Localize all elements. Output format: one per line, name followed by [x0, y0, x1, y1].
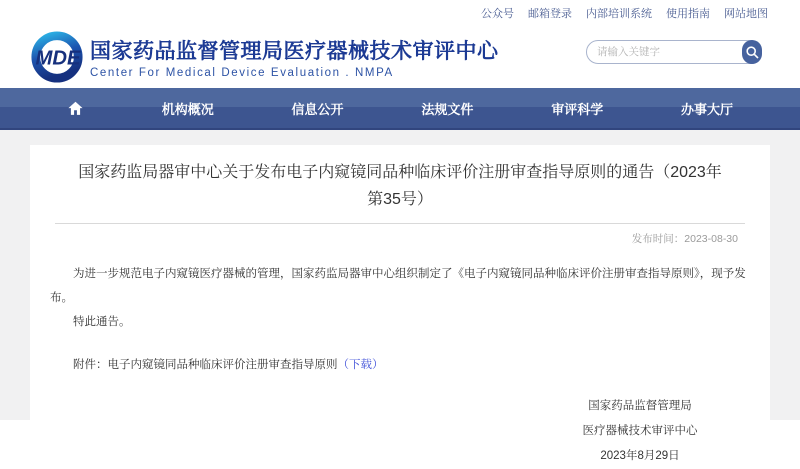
main-nav [0, 88, 800, 130]
topbar-link-user-guide[interactable]: 使用指南 [666, 8, 710, 20]
home-icon [67, 100, 84, 117]
publish-date: 发布时间：2023-08-30 [631, 233, 738, 245]
attachment-name: 电子内窥镜同品种临床评价注册审查指导原则 [107, 359, 338, 372]
site-search [586, 40, 762, 64]
nav-item-info-disclosure[interactable]: 信息公开 [291, 101, 344, 117]
search-icon [744, 44, 760, 60]
page-background [0, 130, 800, 462]
search-button[interactable] [742, 40, 762, 64]
attachment-download-link[interactable]: （下载） [337, 359, 384, 372]
article-title: 国家药监局器审中心关于发布电子内窥镜同品种临床评价注册审查指导原则的通告（2023年第35号） [78, 164, 722, 208]
nav-item-about[interactable]: 机构概况 [161, 101, 214, 117]
site-header [0, 26, 800, 88]
article-paragraph: 特此通告。 [73, 316, 131, 329]
attachment-row [50, 356, 750, 372]
topbar-link-sitemap[interactable]: 网站地图 [724, 8, 768, 20]
article-paragraph: 为进一步规范电子内窥镜医疗器械的管理，国家药监局器审中心组织制定了《电子内窥镜同品种临床评价注册审查指导原则》，现予发布。 [50, 268, 746, 305]
nav-item-review-science[interactable]: 审评科学 [551, 101, 604, 117]
signature-org-line1: 国家药品监督管理局 [588, 400, 692, 413]
nav-item-service-hall[interactable]: 办事大厅 [681, 101, 734, 117]
signature-block [565, 394, 715, 468]
cmde-logo-icon [30, 30, 84, 84]
article-body [50, 262, 750, 334]
attachment-label: 附件： [73, 359, 108, 372]
nav-home[interactable] [67, 100, 84, 117]
search-input[interactable] [587, 41, 742, 63]
site-brand [90, 35, 499, 79]
top-utility-bar [0, 0, 800, 26]
site-title-english: Center For Medical Device Evaluation . NMPA [90, 67, 394, 79]
signature-date: 2023年8月29日 [600, 449, 680, 462]
svg-text:MDE: MDE [35, 47, 81, 70]
cmde-logo [30, 30, 84, 84]
site-title-chinese: 国家药品监督管理局医疗器械技术审评中心 [90, 38, 499, 63]
topbar-link-mail-login[interactable]: 邮箱登录 [528, 8, 572, 20]
article-card [30, 145, 770, 462]
signature-org-line2: 医疗器械技术审评中心 [582, 425, 698, 438]
topbar-link-official-account[interactable]: 公众号 [481, 8, 514, 20]
nav-item-regulations[interactable]: 法规文件 [421, 101, 474, 117]
topbar-link-internal-training[interactable]: 内部培训系统 [586, 8, 652, 20]
